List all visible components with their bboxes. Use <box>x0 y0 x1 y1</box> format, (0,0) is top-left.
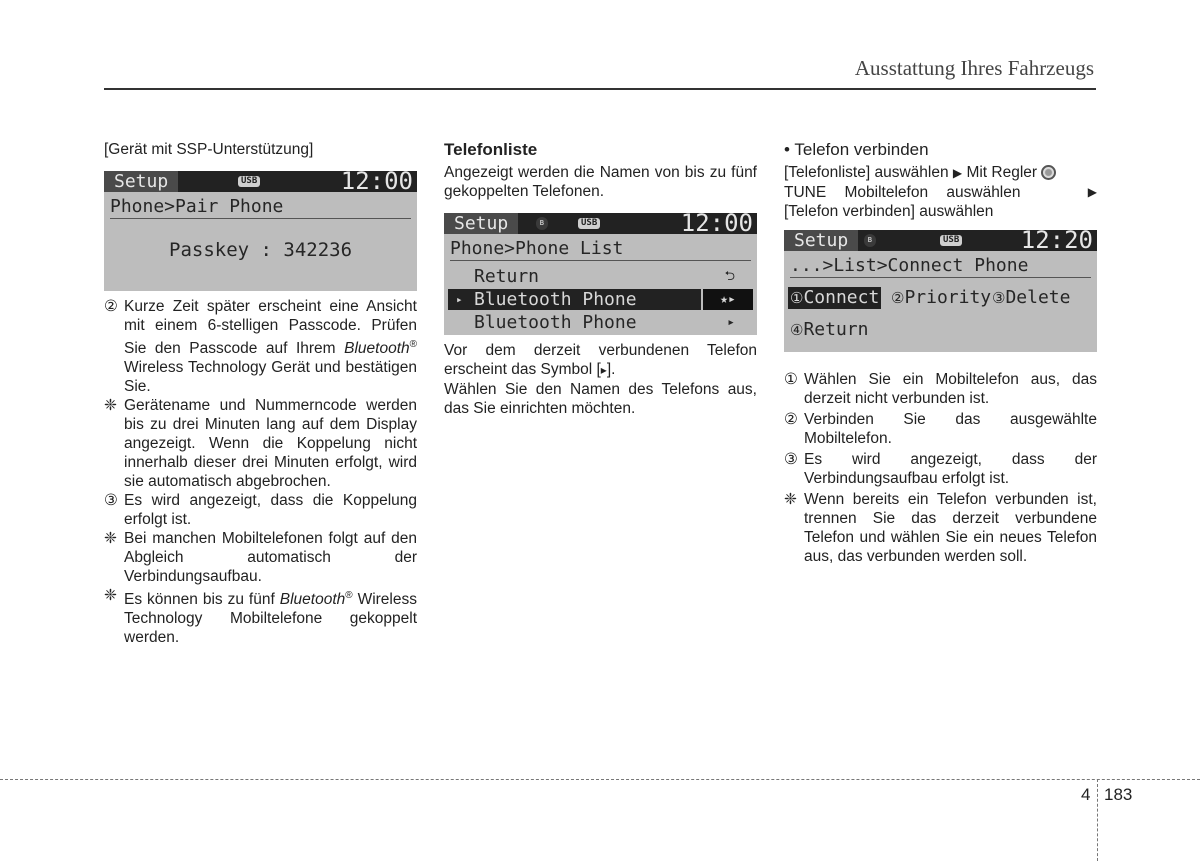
list-row-phone-icon-box <box>703 289 753 310</box>
option-delete[interactable]: ③Delete <box>992 287 1071 308</box>
clock: 12:00 <box>340 171 413 195</box>
instruction-line-2: TUNE Mobiltelefon auswählen ▶ <box>784 184 1097 201</box>
option-return[interactable]: ④Return <box>790 319 869 340</box>
passkey-text: Passkey : 342236 <box>169 239 353 261</box>
bluetooth-icon: ʙ <box>536 217 548 230</box>
row-label: Return <box>474 266 540 287</box>
list-item: ❈ Es können bis zu fünf Bluetooth® Wireless Technology Mobiltelefone gekoppelt werden. <box>104 587 417 647</box>
footer-divider <box>1097 779 1098 861</box>
play-icon: ▸ <box>600 363 607 377</box>
display-connect-phone <box>784 230 1097 352</box>
menu-path: Phone>Pair Phone <box>110 196 411 219</box>
chapter-number: 4 <box>1081 785 1091 804</box>
instruction-line-3: [Telefon verbinden] auswählen <box>784 203 994 220</box>
arrow-right-icon: ▶ <box>952 166 963 180</box>
setup-tab: Setup <box>444 213 518 234</box>
list-item: ② Verbinden Sie das ausgewählte Mobiltelefon. <box>784 411 1097 447</box>
bluetooth-icon: ʙ <box>864 234 876 247</box>
section-heading: • Telefon verbinden <box>784 140 929 159</box>
paragraph-symbol: Vor dem derzeit verbundenen Telefon erscheint das Symbol [▸]. <box>444 342 757 378</box>
column-connect-phone <box>784 140 1097 566</box>
list-item: ③ Es wird angezeigt, dass der Verbindungsaufbau erfolgt ist. <box>784 451 1097 487</box>
clock: 12:20 <box>1020 230 1093 254</box>
row-label: Bluetooth Phone <box>474 289 637 310</box>
list-item: ① Wählen Sie ein Mobiltelefon aus, das derzeit nicht verbunden ist. <box>784 371 1097 407</box>
menu-path: Phone>Phone List <box>450 238 751 261</box>
section-heading: Telefonliste <box>444 140 538 159</box>
list-row-return[interactable] <box>448 266 753 287</box>
page-number: 183 <box>1104 785 1133 804</box>
tune-knob-icon <box>1041 165 1056 180</box>
setup-tab: Setup <box>104 171 178 192</box>
list-row-phone-selected[interactable] <box>448 289 703 310</box>
arrow-right-icon: ▶ <box>1087 185 1097 199</box>
clock: 12:00 <box>680 213 753 237</box>
list-row-phone[interactable] <box>448 312 753 333</box>
play-icon: ▸ <box>727 315 735 330</box>
usb-icon: USB <box>578 218 600 229</box>
display-phone-list <box>444 213 757 335</box>
intro-text: Angezeigt werden die Namen von bis zu fünf gekoppelten Telefonen. <box>444 164 757 200</box>
header-rule <box>104 88 1096 90</box>
footer-rule <box>0 779 1200 780</box>
paragraph-select: Wählen Sie den Namen des Telefons aus, das Sie einrichten möchten. <box>444 381 757 417</box>
row-label: Bluetooth Phone <box>474 312 637 333</box>
list-item: ❈ Gerätename und Nummerncode werden bis zu drei Minuten lang auf dem Display angezeigt. Wenn die Koppelung nicht innerhalb dieser drei Minuten erfolgt, wird sie automatisch abgebrochen. <box>104 397 417 491</box>
list-item: ❈ Wenn bereits ein Telefon verbunden ist, trennen Sie das derzeit verbundene Telefon und wählen Sie ein neues Telefon aus, das verbunden werden soll. <box>784 491 1097 565</box>
column-phone-list <box>444 140 757 418</box>
page-header-title: Ausstattung Ihres Fahrzeugs <box>854 56 1094 80</box>
list-item: ❈ Bei manchen Mobiltelefonen folgt auf den Abgleich automatisch der Verbindungsaufbau. <box>104 530 417 586</box>
usb-icon: USB <box>940 235 962 246</box>
menu-path: ...>List>Connect Phone <box>790 255 1091 278</box>
option-priority[interactable]: ②Priority <box>891 287 992 308</box>
selection-arrow-icon: ▸ <box>456 293 463 306</box>
connected-star-icon: ★▸ <box>701 289 753 310</box>
column-pair-phone <box>104 140 417 647</box>
list-item: ③ Es wird angezeigt, dass die Koppelung erfolgt ist. <box>104 492 417 529</box>
caption: [Gerät mit SSP-Unterstützung] <box>104 141 314 158</box>
option-connect[interactable]: ①Connect <box>790 287 880 308</box>
display-pair-phone <box>104 171 417 291</box>
setup-tab: Setup <box>784 230 858 251</box>
usb-icon: USB <box>238 176 260 187</box>
list-item: ② Kurze Zeit später erscheint eine Ansicht mit einem 6-stelligen Passcode. Prüfen Sie den Passcode auf Ihrem Bluetooth® Wireless Technology Gerät und bestätigen Sie. <box>104 298 417 396</box>
instruction-line-1: [Telefonliste] auswählen ▶ Mit Regler <box>784 163 1097 183</box>
return-icon: ⮌ <box>724 269 735 284</box>
